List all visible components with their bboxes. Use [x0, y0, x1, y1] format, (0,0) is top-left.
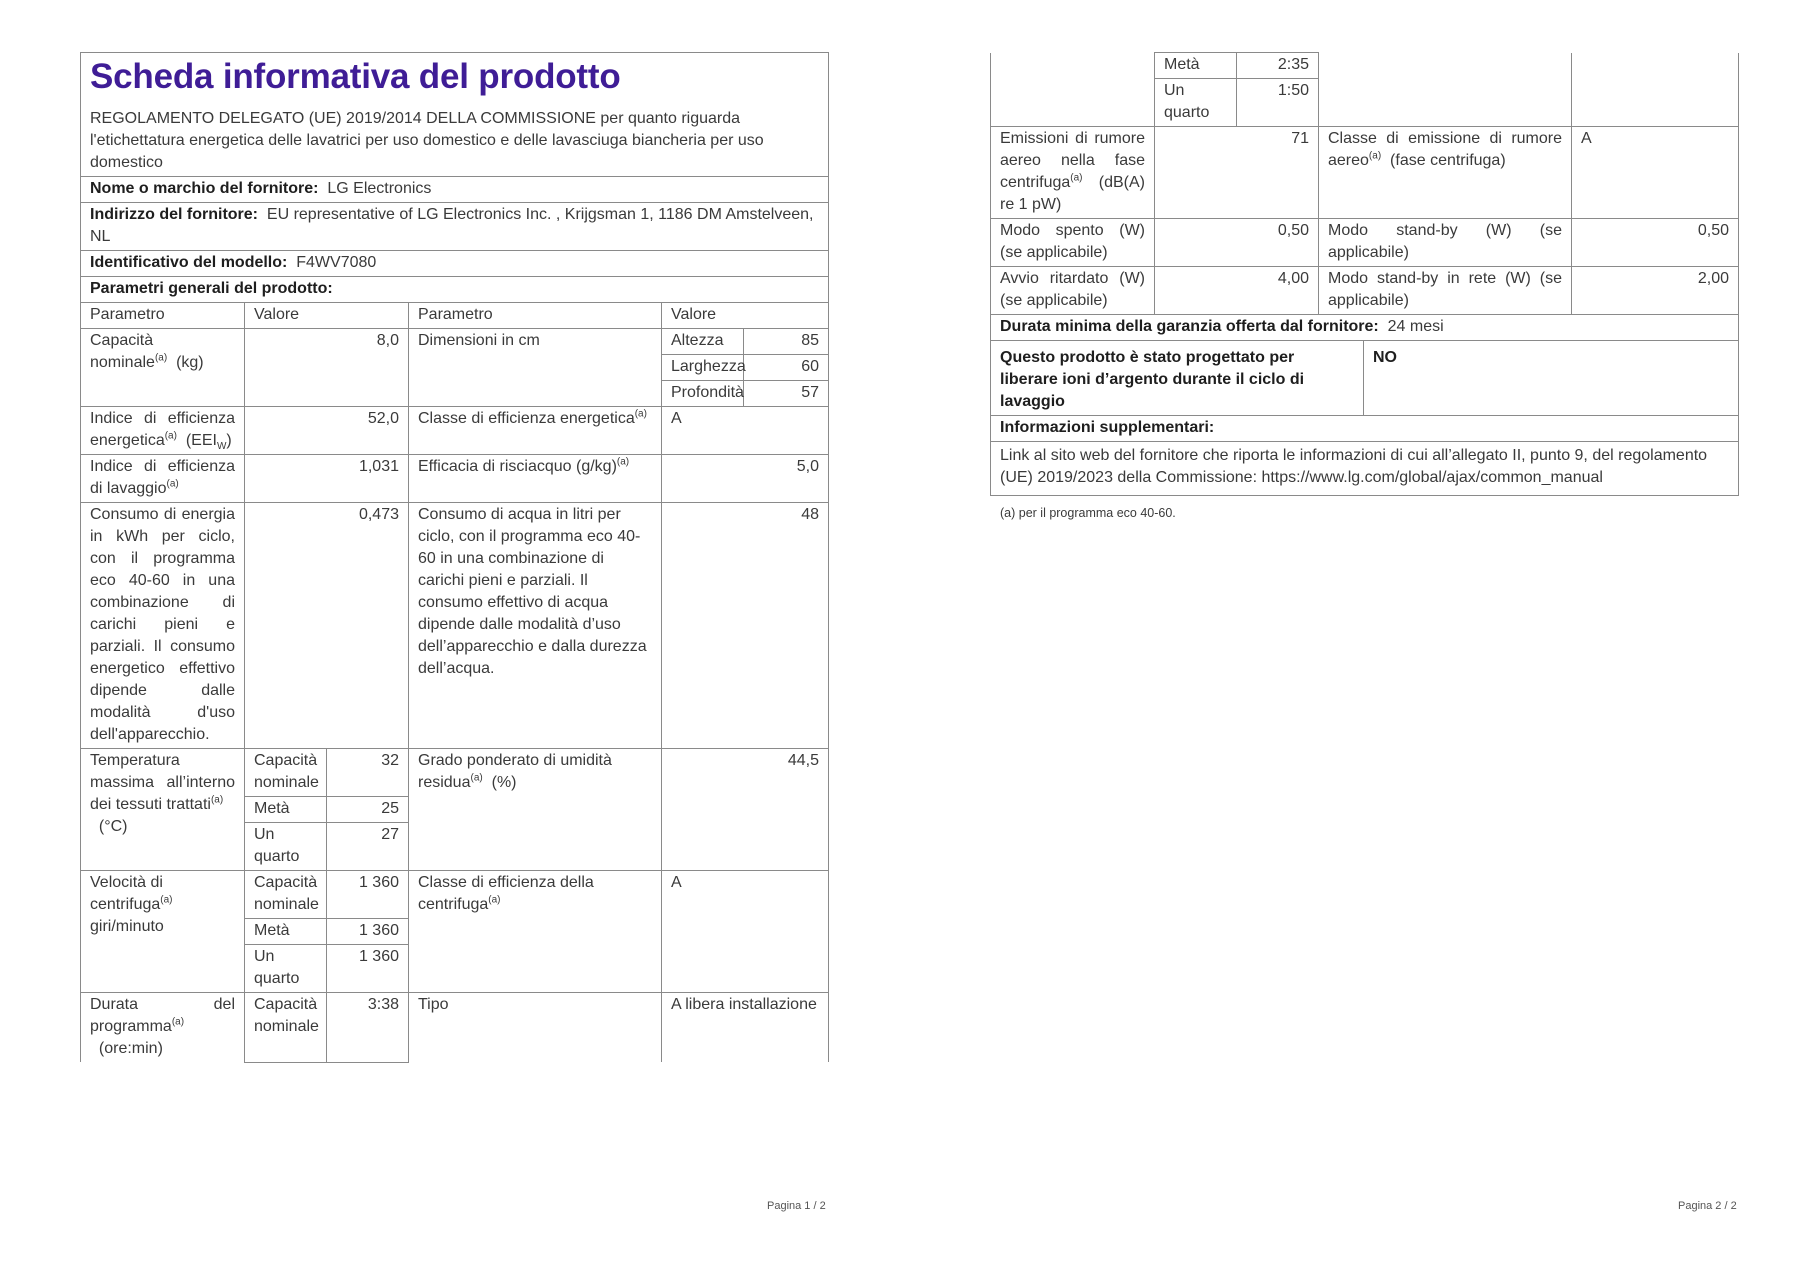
noise-emission-value: 71 — [1155, 127, 1319, 219]
duration-continued-cell — [991, 53, 1155, 127]
noise-emission-label: Emissioni di rumore aereo nella fase centrifuga$^{(a)}$ (dB(A) re 1 pW) — [991, 127, 1155, 219]
noise-class-value: A — [1572, 127, 1739, 219]
duration-quarter-label: Un quarto — [1155, 79, 1237, 127]
general-params-label: Parametri generali del prodotto: — [90, 280, 333, 297]
width-label: Larghezza — [662, 355, 744, 381]
temperature-rated-value: 32 — [327, 749, 409, 797]
temperature-label: Temperatura massima all’interno dei tessuti trattati$^{(a)}$ (°C) — [81, 749, 245, 871]
moisture-value: 44,5 — [662, 749, 829, 871]
footnote: (a) per il programma eco 40-60. — [1000, 506, 1176, 520]
supplier-name-row — [81, 177, 829, 203]
eei-label: Indice di efficienza energetica$^{(a)}$ $(EEI_W)$ — [81, 407, 245, 455]
supplier-address-row — [81, 203, 829, 251]
page-number-1: Pagina 1 / 2 — [767, 1200, 826, 1212]
type-value-continued-cell — [1572, 53, 1739, 127]
warranty-row — [991, 315, 1739, 341]
standby-mode-label: Modo stand-by (W) (se applicabile) — [1319, 219, 1572, 267]
type-value: A libera installazione — [662, 993, 829, 1063]
duration-half-value: 2:35 — [1237, 53, 1319, 79]
product-info-table-page-2 — [990, 52, 1739, 341]
document-title: Scheda informativa del prodotto — [90, 57, 621, 96]
standby-mode-value: 0,50 — [1572, 219, 1739, 267]
column-header-param-2: Parametro — [409, 303, 662, 329]
model-value: F4WV7080 — [296, 254, 377, 271]
spin-class-label: Classe di efficienza della centrifuga$^{(a)}$ — [409, 871, 662, 993]
supplier-address-label: Indirizzo del fornitore: — [90, 206, 258, 223]
column-header-value-2: Valore — [662, 303, 829, 329]
water-consumption-label: Consumo di acqua in litri per ciclo, con il programma eco 40-60 in una combinazione di carichi pieni e parziali. Il consumo effettivo di acqua dipende dalle modalità d’uso dell’apparecchio e dalla durezza dell’acqua. — [409, 503, 662, 749]
spin-half-value: 1 360 — [327, 919, 409, 945]
column-header-value-1: Valore — [245, 303, 409, 329]
delay-start-value: 4,00 — [1155, 267, 1319, 315]
page-1 — [80, 52, 828, 1063]
spin-quarter-label: Un quarto — [245, 945, 327, 993]
spin-quarter-value: 1 360 — [327, 945, 409, 993]
rinsing-label: Efficacia di risciacquo $(g/kg)^{(a)}$ — [409, 455, 662, 503]
network-standby-value: 2,00 — [1572, 267, 1739, 315]
silver-ions-value: NO — [1364, 341, 1739, 416]
energy-class-value: A — [662, 407, 829, 455]
temperature-quarter-value: 27 — [327, 823, 409, 871]
spin-rated-label: Capacità nominale — [245, 871, 327, 919]
duration-quarter-value: 1:50 — [1237, 79, 1319, 127]
dimensions-label: Dimensioni in cm — [409, 329, 662, 407]
warranty-value: 24 mesi — [1387, 318, 1444, 335]
spin-rated-value: 1 360 — [327, 871, 409, 919]
depth-label: Profondità — [662, 381, 744, 407]
general-params-row — [81, 277, 829, 303]
model-row — [81, 251, 829, 277]
type-continued-cell — [1319, 53, 1572, 127]
noise-class-label: Classe di emissione di rumore aereo$^{(a)}$ (fase centrifuga) — [1319, 127, 1572, 219]
height-label: Altezza — [662, 329, 744, 355]
spin-speed-label: Velocità di centrifuga$^{(a)}$ giri/minuto — [81, 871, 245, 993]
washing-index-value: 1,031 — [245, 455, 409, 503]
depth-value: 57 — [744, 381, 829, 407]
moisture-label: Grado ponderato di umidità residua$^{(a)}$ (%) — [409, 749, 662, 871]
off-mode-label: Modo spento (W) (se applicabile) — [991, 219, 1155, 267]
supplementary-table — [990, 341, 1739, 496]
duration-rated-label: Capacità nominale — [245, 993, 327, 1063]
supplier-name-value: LG Electronics — [327, 180, 432, 197]
energy-consumption-value: 0,473 — [245, 503, 409, 749]
duration-label: Durata del programma$^{(a)}$ (ore:min) — [81, 993, 245, 1063]
supplier-link-text: Link al sito web del fornitore che riporta le informazioni di cui all’allegato II, punto 9, del regolamento (UE) 2019/2023 della Commissione: https://www.lg.com/global/ajax/common_manual — [1000, 447, 1708, 486]
energy-consumption-label: Consumo di energia in kWh per ciclo, con il programma eco 40-60 in una combinazione di carichi pieni e parziali. Il consumo energetico effettivo dipende dalle modalità d'uso dell'apparecchio. — [81, 503, 245, 749]
energy-class-label: Classe di efficienza energetica$^{(a)}$ — [409, 407, 662, 455]
capacity-value: 8,0 — [245, 329, 409, 407]
network-standby-label: Modo stand-by in rete (W) (se applicabile) — [1319, 267, 1572, 315]
footnote-mark: (a) — [154, 352, 168, 364]
spin-half-label: Metà — [245, 919, 327, 945]
column-header-row — [81, 303, 829, 329]
temperature-half-label: Metà — [245, 797, 327, 823]
supplementary-info-label: Informazioni supplementari: — [1000, 419, 1215, 436]
supplementary-info-row — [991, 416, 1739, 442]
delay-start-label: Avvio ritardato (W) (se applicabile) — [991, 267, 1155, 315]
header-cell — [81, 53, 829, 177]
duration-half-label: Metà — [1155, 53, 1237, 79]
height-value: 85 — [744, 329, 829, 355]
temperature-half-value: 25 — [327, 797, 409, 823]
duration-rated-value: 3:38 — [327, 993, 409, 1063]
temperature-rated-label: Capacità nominale — [245, 749, 327, 797]
temperature-quarter-label: Un quarto — [245, 823, 327, 871]
page-number-2: Pagina 2 / 2 — [1678, 1200, 1737, 1212]
product-info-table-page-1 — [80, 52, 829, 1063]
model-label: Identificativo del modello: — [90, 254, 288, 271]
regulation-text: REGOLAMENTO DELEGATO (UE) 2019/2014 DELLA COMMISSIONE per quanto riguarda l'etichettatura energetica delle lavatrici per uso domestico e delle lavasciuga biancheria per uso domestico — [90, 110, 764, 171]
page-2 — [990, 52, 1738, 524]
silver-ions-label: Questo prodotto è stato progettato per liberare ioni d’argento durante il ciclo di lavaggio — [991, 341, 1364, 416]
width-value: 60 — [744, 355, 829, 381]
supplier-link-row — [991, 442, 1739, 496]
off-mode-value: 0,50 — [1155, 219, 1319, 267]
spin-class-value: A — [662, 871, 829, 993]
supplier-name-label: Nome o marchio del fornitore: — [90, 180, 319, 197]
capacity-label: Capacità nominale$^{(a)}$ (kg) — [81, 329, 245, 407]
rinsing-value: 5,0 — [662, 455, 829, 503]
column-header-param-1: Parametro — [81, 303, 245, 329]
eei-value: 52,0 — [245, 407, 409, 455]
supplier-address-value: EU representative of LG Electronics Inc. , Krijgsman 1, 1186 DM Amstelveen, NL — [90, 206, 814, 245]
water-consumption-value: 48 — [662, 503, 829, 749]
warranty-label: Durata minima della garanzia offerta dal fornitore: — [1000, 318, 1379, 335]
washing-index-label: Indice di efficienza di lavaggio$^{(a)}$ — [81, 455, 245, 503]
type-label: Tipo — [409, 993, 662, 1063]
